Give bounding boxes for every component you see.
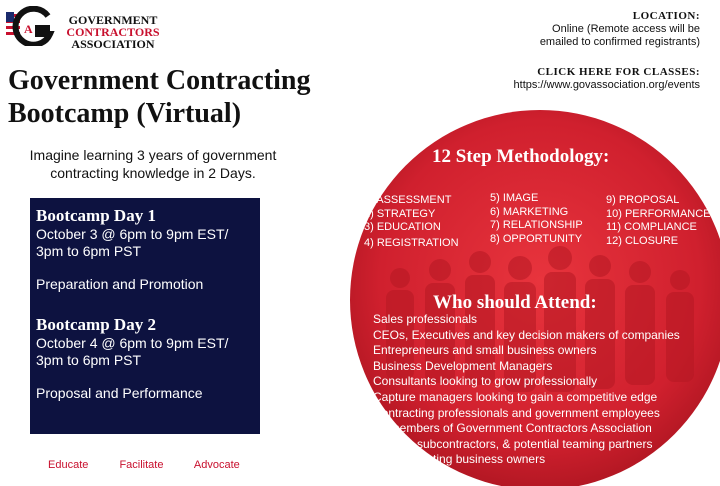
steps-col3 <box>606 194 711 248</box>
classes-heading: CLICK HERE FOR CLASSES: <box>537 66 700 78</box>
day-time: October 4 @ 6pm to 9pm EST/ <box>36 335 229 351</box>
list-item: New & existing business owners <box>373 452 546 467</box>
step-item: 9) PROPOSAL <box>606 194 680 206</box>
list-item: Sales professionals <box>373 312 478 326</box>
motto-facilitate: Facilitate <box>119 459 164 471</box>
list-item: Contracting professionals and government employees <box>373 405 660 420</box>
list-item: CEOs, Executives and key decision makers of companies <box>373 327 680 342</box>
who-title: Who should Attend: <box>433 292 597 313</box>
step-item: 12) CLOSURE <box>606 234 679 247</box>
list-item: Consultants looking to grow professionally <box>373 374 598 389</box>
motto-educate: Educate <box>48 459 89 471</box>
tagline <box>8 146 298 182</box>
day-topic: Preparation and Promotion <box>36 276 204 292</box>
day-time: October 3 @ 6pm to 9pm EST/ <box>36 226 229 242</box>
classes-info <box>440 66 700 92</box>
step-item: 7) RELATIONSHIP <box>490 219 583 231</box>
step-item: 4) REGISTRATION <box>364 236 459 249</box>
who-list <box>373 312 680 468</box>
footer-motto <box>48 459 268 471</box>
step-item: 11) COMPLIANCE <box>606 221 697 233</box>
step-item: 3) EDUCATION <box>364 221 441 233</box>
location-heading: LOCATION: <box>632 10 700 22</box>
motto-advocate: Advocate <box>193 459 240 471</box>
step-item: 6) MARKETING <box>490 205 569 218</box>
steps-col1 <box>364 194 459 250</box>
location-line1: Online (Remote access will be <box>552 23 700 35</box>
day-heading: Bootcamp Day 1 <box>36 206 156 225</box>
day-time-pst: 3pm to 6pm PST <box>36 243 142 259</box>
list-item: Primes, subcontractors, & potential teaming partners <box>373 436 653 451</box>
location-info <box>440 10 700 49</box>
day-block-2 <box>36 315 254 402</box>
step-item: 1) ASSESSMENT <box>364 194 452 206</box>
day-time-pst: 3pm to 6pm PST <box>36 352 142 368</box>
day-heading: Bootcamp Day 2 <box>36 315 156 334</box>
list-item: All members of Government Contractors Association <box>373 421 652 436</box>
tagline-line2: contracting knowledge in 2 Days. <box>50 165 256 181</box>
step-item: 2) STRATEGY <box>364 207 436 220</box>
step-item: 5) IMAGE <box>490 192 539 204</box>
logo-line3: ASSOCIATION <box>71 37 155 51</box>
gca-logo <box>4 6 204 51</box>
day-block-1 <box>36 206 254 293</box>
gca-emblem-icon <box>4 6 56 46</box>
step-item: 8) OPPORTUNITY <box>490 232 583 245</box>
logo-line1: GOVERNMENT <box>68 13 158 27</box>
steps-col2 <box>490 192 583 246</box>
list-item: Business Development Managers <box>373 358 553 373</box>
list-item: Capture managers looking to gain a competitive edge <box>373 389 658 404</box>
page-title <box>8 64 348 130</box>
tagline-line1: Imagine learning 3 years of government <box>29 147 277 163</box>
title-line1: Government Contracting <box>8 65 311 96</box>
svg-text:A: A <box>24 22 33 36</box>
location-line2: emailed to confirmed registrants) <box>539 36 700 48</box>
logo-line2: CONTRACTORS <box>66 25 160 39</box>
classes-link[interactable]: https://www.govassociation.org/events <box>513 79 700 91</box>
title-line2: Bootcamp (Virtual) <box>8 98 242 129</box>
list-item: Entrepreneurs and small business owners <box>373 343 597 358</box>
schedule-box <box>30 198 260 434</box>
step-item: 10) PERFORMANCE <box>606 207 711 220</box>
day-topic: Proposal and Performance <box>36 385 203 401</box>
methodology-title: 12 Step Methodology: <box>432 146 610 167</box>
